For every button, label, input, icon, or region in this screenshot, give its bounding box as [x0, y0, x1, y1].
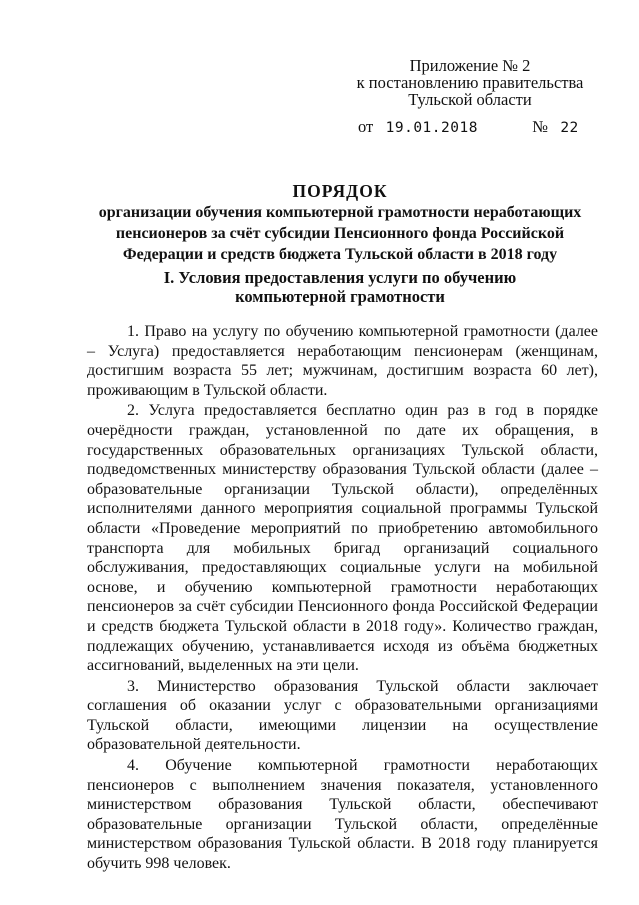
title-line-3: Федерации и средств бюджета Тульской области в 2018 году — [122, 246, 558, 263]
number-prefix: № — [532, 117, 548, 136]
appendix-line-3: Тульской области — [408, 90, 532, 109]
appendix-line-1: Приложение № 2 — [409, 56, 531, 75]
paragraph-3: 3. Министерство образования Тульской области заключает соглашения об оказании услуг с образовательными организациями Тульской области, имеющими лицензии на осуществление образовательной деятельности. — [87, 677, 598, 754]
paragraph-4: 4. Обучение компьютерной грамотности неработающих пенсионеров с выполнением значения показателя, установленного министерством образования Тульской области, обеспечивают образовательные организации Тульской области, определённые министерством образования Тульской области. В 2018 году планируется обучить 998 человек. — [87, 757, 598, 873]
paragraph-1: 1. Право на услугу по обучению компьютерной грамотности (далее – Услуга) предоставляется неработающим пенсионерам (женщинам, достигшим возраста 55 лет; мужчинам, достигшим возраста 60 лет), проживающим в Тульской области. — [87, 323, 598, 399]
document-title — [60, 181, 620, 265]
section-heading-line-1: I. Условия предоставления услуги по обучению — [163, 268, 517, 287]
section-heading-line-2: компьютерной грамотности — [235, 287, 445, 306]
document-date: 19.01.2018 — [385, 120, 478, 136]
document-number: 22 — [560, 120, 579, 136]
date-prefix: от — [358, 117, 374, 136]
title-line-1: организации обучения компьютерной грамотности неработающих — [98, 204, 582, 221]
title-line-2: пенсионеров за счёт субсидии Пенсионного фонда Российской — [115, 225, 565, 242]
paragraph-2: 2. Услуга предоставляется бесплатно один раз в год в порядке очерёдности граждан, установленной по дате их обращения, в государственных образовательных организациях Тульской области, подведомственных министерству образования Тульской области (далее – образовательные организации Тульской области), определённых исполнителями данного мероприятия социальной программы Тульской области «Проведение мероприятий по приобретению автомобильного транспорта для мобильных бригад организаций социального обслуживания, предоставляющих социальные услуги на мобильной основе, и обучению компьютерной грамотности неработающих пенсионеров за счёт субсидии Пенсионного фонда Российской Федерации и средств бюджета Тульской области в 2018 году». Количество граждан, подлежащих обучению, устанавливается исходя из объёма бюджетных ассигнований, выделенных на эти цели. — [87, 402, 598, 675]
appendix-line-2: к постановлению правительства — [356, 73, 584, 92]
document-body — [87, 322, 598, 875]
section-heading — [60, 268, 620, 306]
title-main: ПОРЯДОК — [292, 181, 388, 201]
appendix-header — [340, 57, 600, 108]
date-number-line — [358, 117, 579, 137]
